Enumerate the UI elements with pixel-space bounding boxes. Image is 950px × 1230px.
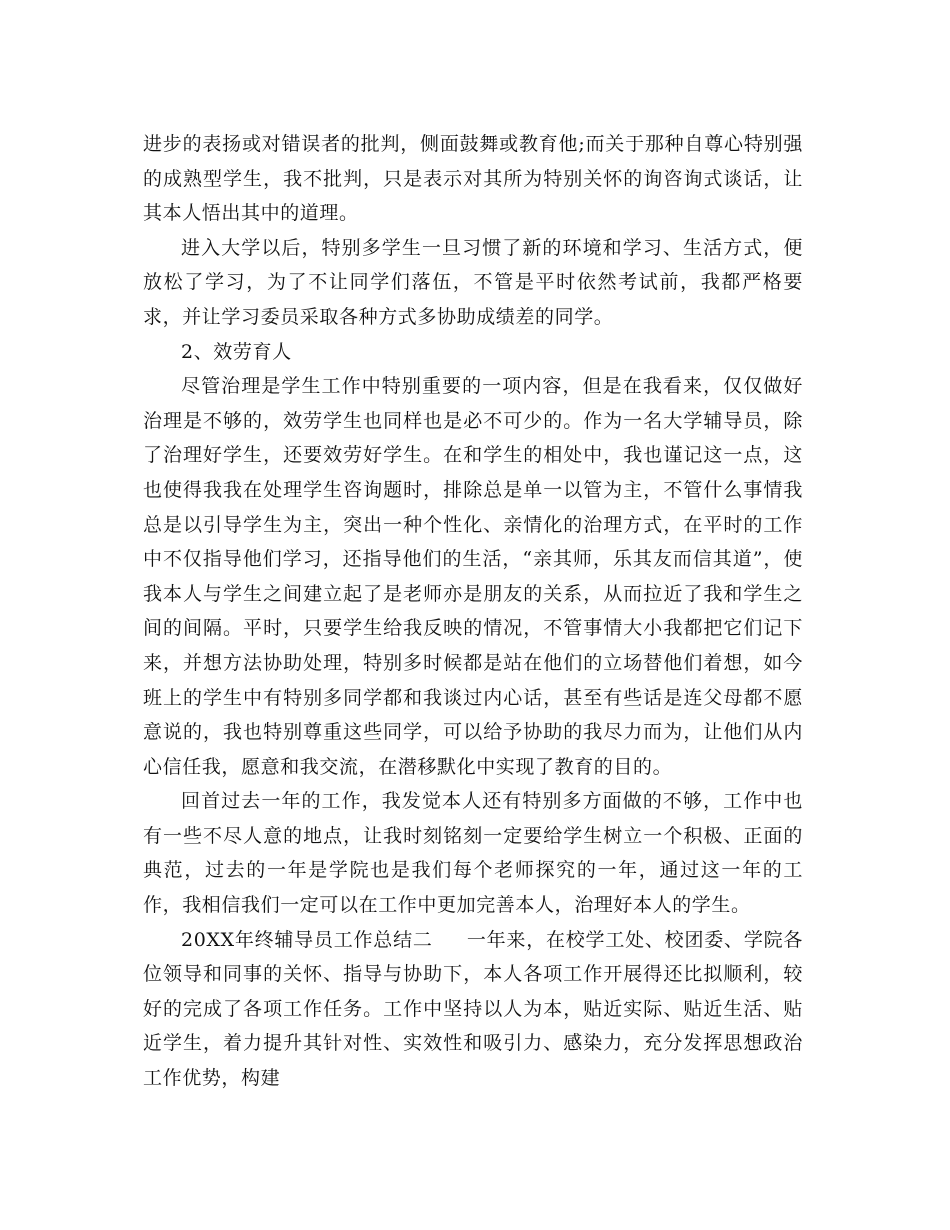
paragraph-summary-two xyxy=(143,923,803,1096)
paragraph-praise-criticism: 进步的表扬或对错误者的批判，侧面鼓舞或教育他;而关于那种自尊心特别强的成熟型学生，我不批判，只是表示对其所为特别关怀的询咨询式谈话，让其本人悟出其中的道理。 xyxy=(143,133,803,225)
section-heading-service: 2、效劳育人 xyxy=(181,340,292,363)
paragraph-service-students: 尽管治理是学生工作中特别重要的一项内容，但是在我看来，仅仅做好治理是不够的，效劳学生也同样也是必不可少的。作为一名大学辅导员，除了治理好学生，还要效劳好学生。在和学生的相处中，我也谨记这一点，这也使得我我在处理学生咨询题时，排除总是单一以管为主，不管什么事情我总是以引导学生为主，突出一种个性化、亲情化的治理方式，在平时的工作中不仅指导他们学习，还指导他们的生活，“亲其师，乐其友而信其道”，使我本人与学生之间建立起了是老师亦是朋友的关系，从而拉近了我和学生之间的间隔。平时，只要学生给我反映的情况，不管事情大小我都把它们记下来，并想方法协助处理，特别多时候都是站在他们的立场替他们着想，如今班上的学生中有特别多同学都和我谈过内心话，甚至有些话是连父母都不愿意说的，我也特别尊重这些同学，可以给予协助的我尽力而为，让他们从内心信任我，愿意和我交流，在潜移默化中实现了教育的目的。 xyxy=(143,375,803,778)
summary-two-title: 20XX年终辅导员工作总结二 xyxy=(181,928,433,951)
paragraph-review-year: 回首过去一年的工作，我发觉本人还有特别多方面做的不够，工作中也有一些不尽人意的地点，让我时刻铭刻一定要给学生树立一个积极、正面的典范，过去的一年是学院也是我们每个老师探究的一年，通过这一年的工作，我相信我们一定可以在工作中更加完善本人，治理好本人的学生。 xyxy=(143,790,803,917)
document-body xyxy=(143,127,803,1096)
summary-two-text: 一年来，在校学工处、校团委、学院各位领导和同事的关怀、指导与协助下，本人各项工作开展得还比拟顺利，较好的完成了各项工作任务。工作中坚持以人为本，贴近实际、贴近生活、贴近学生，着力提升其针对性、实效性和吸引力、感染力，充分发挥思想政治工作优势，构建 xyxy=(143,928,803,1090)
paragraph-university-study: 进入大学以后，特别多学生一旦习惯了新的环境和学习、生活方式，便放松了学习，为了不让同学们落伍，不管是平时依然考试前，我都严格要求，并让学习委员采取各种方式多协助成绩差的同学。 xyxy=(143,236,803,328)
